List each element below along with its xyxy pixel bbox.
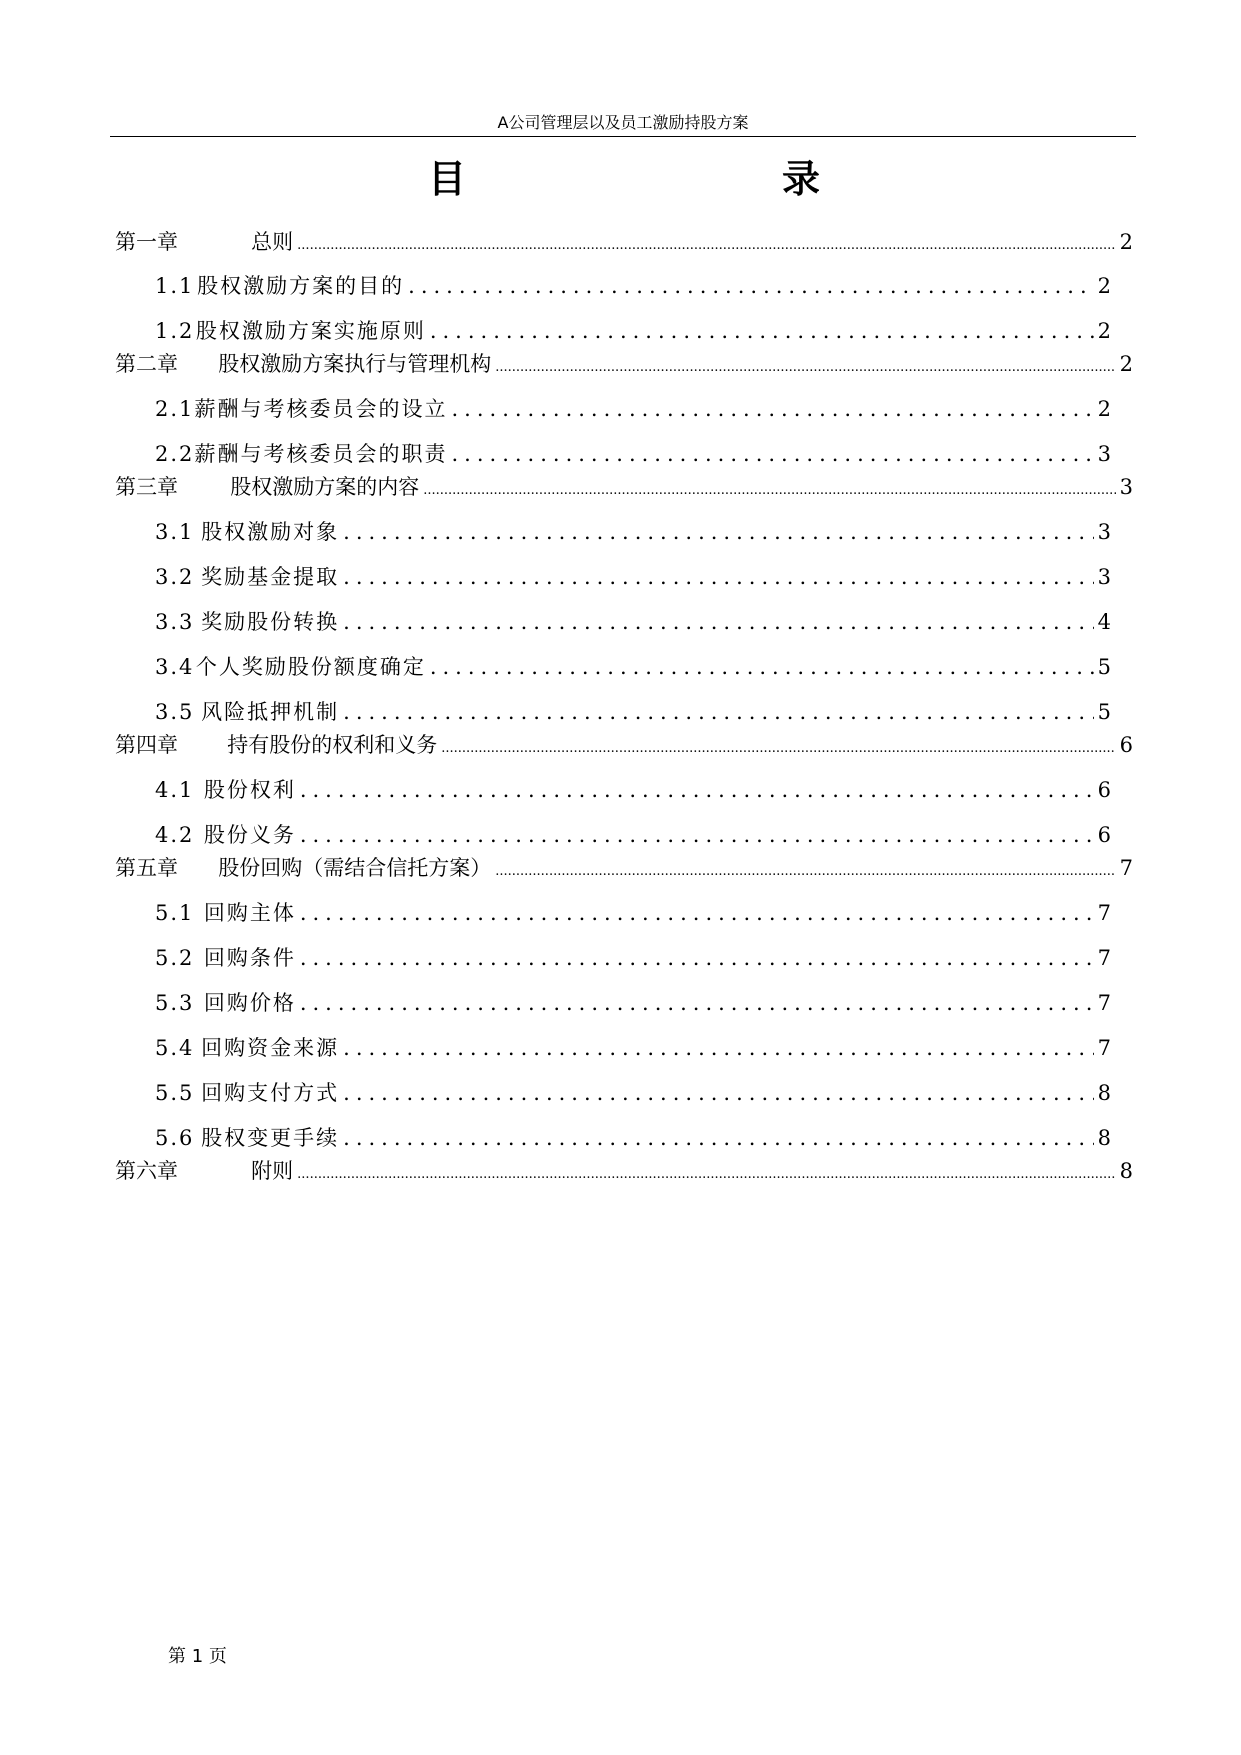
toc-entry[interactable] bbox=[155, 1077, 1113, 1107]
toc-entry-number: 5.4 bbox=[155, 1036, 195, 1060]
toc-entry-number: 3.4 bbox=[155, 655, 195, 679]
toc-entry-page: 2 bbox=[1097, 274, 1113, 298]
toc-entry-page: 4 bbox=[1097, 610, 1113, 634]
toc-entry[interactable] bbox=[155, 606, 1113, 636]
toc-entry-page: 7 bbox=[1097, 1036, 1113, 1060]
toc-entry-title: 回购资金来源 bbox=[201, 1036, 340, 1060]
toc-entry-number: 第二章 bbox=[115, 352, 178, 376]
toc-entry[interactable] bbox=[155, 1032, 1113, 1062]
toc-entry-number: 第一章 bbox=[115, 230, 178, 254]
toc-title-left: 目 bbox=[428, 157, 467, 201]
toc-leader-dots bbox=[343, 1126, 1093, 1150]
toc-entry-page: 3 bbox=[1097, 520, 1113, 544]
toc-entry-number: 1.2 bbox=[155, 319, 195, 343]
toc-entry-page: 8 bbox=[1119, 1159, 1133, 1183]
toc-leader-dots bbox=[343, 610, 1093, 634]
toc-leader-dots bbox=[495, 864, 1115, 879]
toc-entry-title: 个人奖励股份额度确定 bbox=[195, 655, 426, 679]
toc-entry-number: 第六章 bbox=[115, 1159, 178, 1183]
toc-entry-number: 4.1 bbox=[155, 778, 195, 802]
toc-entry-page: 3 bbox=[1097, 442, 1113, 466]
toc-entry[interactable] bbox=[155, 393, 1113, 423]
toc-entry-page: 7 bbox=[1097, 991, 1113, 1015]
toc-entry-title: 股份回购（需结合信托方案） bbox=[218, 856, 492, 880]
toc-entry[interactable] bbox=[155, 438, 1113, 468]
toc-entry-number: 5.2 bbox=[155, 946, 195, 970]
toc-entry[interactable] bbox=[155, 315, 1113, 345]
toc-entry[interactable] bbox=[155, 897, 1113, 927]
toc-entry-page: 8 bbox=[1097, 1081, 1113, 1105]
toc-entry-title: 回购条件 bbox=[203, 946, 296, 970]
toc-entry-number: 5.3 bbox=[155, 991, 195, 1015]
toc-entry[interactable] bbox=[155, 516, 1113, 546]
toc-entry[interactable] bbox=[155, 942, 1113, 972]
toc-entry[interactable] bbox=[115, 729, 1133, 759]
toc-entry-title: 股份义务 bbox=[203, 823, 296, 847]
toc-entry-title: 总则 bbox=[251, 230, 294, 254]
toc-entry-page: 7 bbox=[1119, 856, 1133, 880]
toc-entry[interactable] bbox=[155, 819, 1113, 849]
toc-leader-dots bbox=[430, 655, 1094, 679]
toc-entry-number: 3.3 bbox=[155, 610, 195, 634]
toc-entry-number: 5.5 bbox=[155, 1081, 195, 1105]
toc-entry-title: 股权激励方案的内容 bbox=[230, 475, 420, 499]
toc-leader-dots bbox=[452, 397, 1094, 421]
toc-leader-dots bbox=[441, 741, 1115, 756]
toc-entry-page: 5 bbox=[1097, 700, 1113, 724]
toc-leader-dots bbox=[343, 700, 1093, 724]
toc-entry-page: 7 bbox=[1097, 901, 1113, 925]
toc-entry-title: 回购价格 bbox=[203, 991, 296, 1015]
toc-entry-title: 股权激励对象 bbox=[201, 520, 340, 544]
toc-entry-page: 2 bbox=[1119, 230, 1133, 254]
page-header-title: A公司管理层以及员工激励持股方案 bbox=[497, 113, 749, 132]
toc-leader-dots bbox=[300, 991, 1094, 1015]
toc-entry-page: 2 bbox=[1097, 397, 1113, 421]
page-number: 第 1 页 bbox=[168, 1646, 227, 1667]
toc-entry-title: 薪酬与考核委员会的职责 bbox=[194, 442, 448, 466]
toc-leader-dots bbox=[300, 823, 1094, 847]
toc-entry-page: 7 bbox=[1097, 946, 1113, 970]
toc-entry-number: 3.1 bbox=[155, 520, 195, 544]
toc-leader-dots bbox=[343, 520, 1093, 544]
toc-entry[interactable] bbox=[155, 987, 1113, 1017]
toc-leader-dots bbox=[423, 483, 1115, 498]
toc-leader-dots bbox=[300, 901, 1094, 925]
toc-entry-page: 5 bbox=[1097, 655, 1113, 679]
toc-leader-dots bbox=[343, 1036, 1093, 1060]
toc-entry-title: 股份权利 bbox=[203, 778, 296, 802]
toc-entry-title: 附则 bbox=[251, 1159, 294, 1183]
toc-entry-title: 奖励基金提取 bbox=[201, 565, 340, 589]
toc-entry-number: 第五章 bbox=[115, 856, 178, 880]
toc-leader-dots bbox=[343, 565, 1093, 589]
toc-entry-title: 股权激励方案执行与管理机构 bbox=[218, 352, 492, 376]
toc-entry-title: 奖励股份转换 bbox=[201, 610, 340, 634]
toc-entry-title: 回购支付方式 bbox=[201, 1081, 340, 1105]
toc-entry-title: 持有股份的权利和义务 bbox=[227, 733, 438, 757]
toc-entry-page: 2 bbox=[1119, 352, 1133, 376]
toc-leader-dots bbox=[300, 778, 1094, 802]
toc-entry-page: 8 bbox=[1097, 1126, 1113, 1150]
toc-entry-title: 回购主体 bbox=[203, 901, 296, 925]
toc-entry-number: 第三章 bbox=[115, 475, 178, 499]
toc-entry[interactable] bbox=[115, 348, 1133, 378]
toc-entry-number: 5.6 bbox=[155, 1126, 195, 1150]
toc-entry-page: 3 bbox=[1097, 565, 1113, 589]
toc-entry-page: 6 bbox=[1097, 778, 1113, 802]
toc-leader-dots bbox=[300, 946, 1094, 970]
toc-entry-number: 5.1 bbox=[155, 901, 195, 925]
toc-entry[interactable] bbox=[115, 226, 1133, 256]
toc-entry-title: 风险抵押机制 bbox=[201, 700, 340, 724]
toc-entry[interactable] bbox=[155, 774, 1113, 804]
toc-leader-dots bbox=[343, 1081, 1093, 1105]
toc-entry-number: 3.2 bbox=[155, 565, 195, 589]
toc-entry[interactable] bbox=[155, 561, 1113, 591]
toc-entry[interactable] bbox=[155, 1122, 1113, 1152]
toc-entry[interactable] bbox=[115, 1155, 1133, 1185]
toc-entry-number: 第四章 bbox=[115, 733, 178, 757]
toc-title-right: 录 bbox=[782, 157, 821, 201]
toc-entry-number: 2.1 bbox=[155, 397, 195, 421]
toc-entry-page: 3 bbox=[1119, 475, 1133, 499]
toc-leader-dots bbox=[495, 360, 1115, 375]
toc-entry[interactable] bbox=[115, 852, 1133, 882]
toc-entry-number: 2.2 bbox=[155, 442, 195, 466]
toc-entry-number: 4.2 bbox=[155, 823, 195, 847]
toc-leader-dots bbox=[297, 1167, 1115, 1182]
toc-entry[interactable] bbox=[155, 696, 1113, 726]
toc-entry[interactable] bbox=[115, 471, 1133, 501]
toc-entry-title: 股权激励方案的目的 bbox=[197, 274, 405, 298]
toc-leader-dots bbox=[452, 442, 1094, 466]
toc-entry-number: 3.5 bbox=[155, 700, 195, 724]
toc-entry-title: 股权激励方案实施原则 bbox=[195, 319, 426, 343]
toc-entry-title: 薪酬与考核委员会的设立 bbox=[194, 397, 448, 421]
toc-entry-number: 1.1 bbox=[155, 274, 195, 298]
toc-entry-title: 股权变更手续 bbox=[201, 1126, 340, 1150]
toc-leader-dots bbox=[430, 319, 1094, 343]
toc-leader-dots bbox=[408, 274, 1093, 298]
toc-entry-page: 6 bbox=[1097, 823, 1113, 847]
toc-leader-dots bbox=[297, 238, 1115, 253]
toc-entry[interactable] bbox=[155, 270, 1113, 300]
toc-entry[interactable] bbox=[155, 651, 1113, 681]
toc-entry-page: 2 bbox=[1097, 319, 1113, 343]
toc-entry-page: 6 bbox=[1119, 733, 1133, 757]
